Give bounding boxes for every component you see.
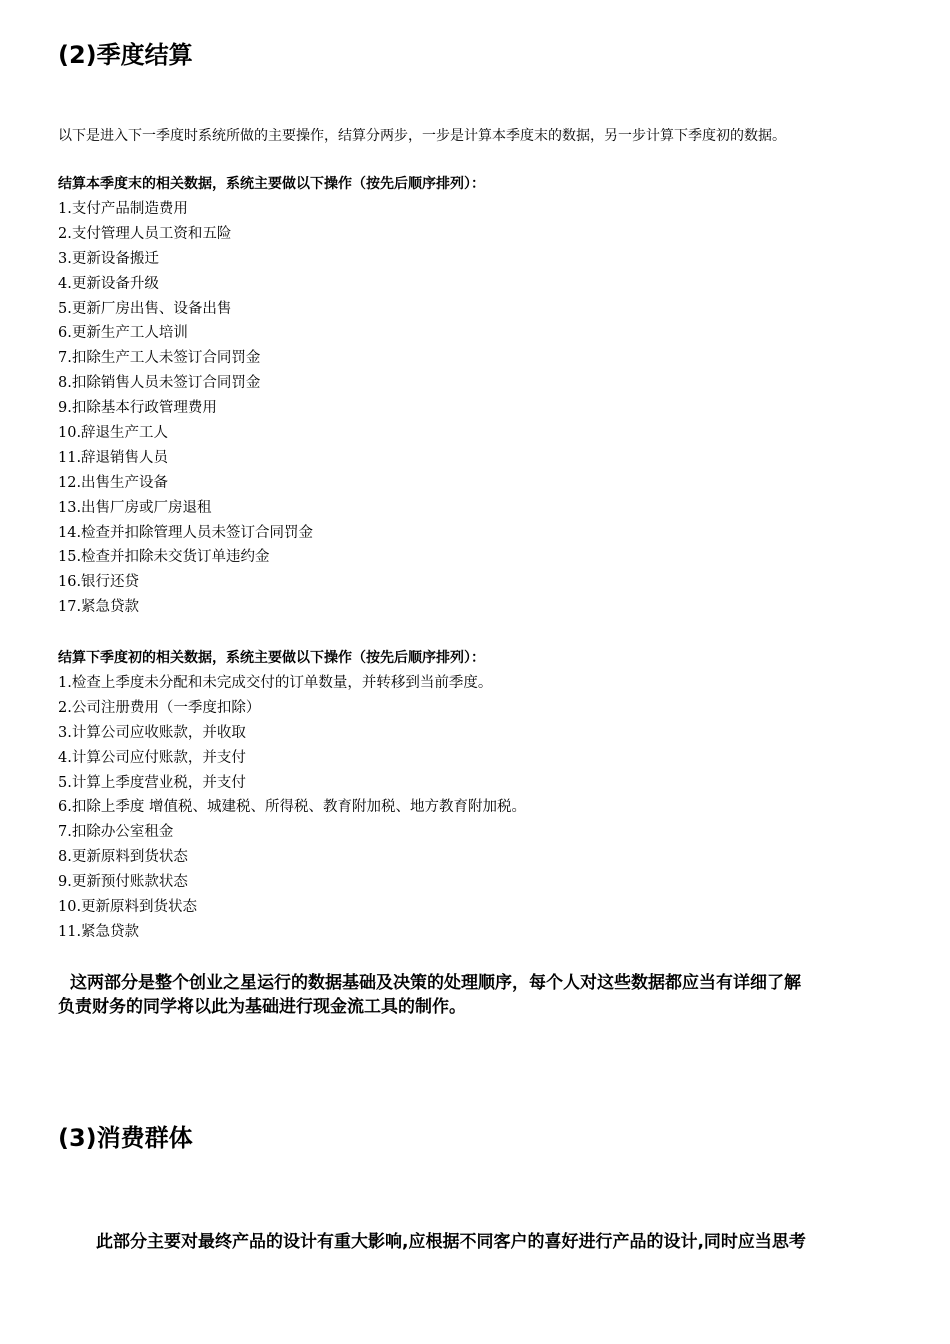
list-item: 13.出售厂房或厂房退租 [58, 499, 212, 516]
list-item: 14.检查并扣除管理人员未签订合同罚金 [58, 524, 314, 541]
list-item: 5.更新厂房出售、设备出售 [58, 300, 232, 317]
list-item: 11.紧急贷款 [58, 923, 140, 940]
list-item: 7.扣除生产工人未签订合同罚金 [58, 350, 261, 367]
list-item: 7.扣除办公室租金 [58, 824, 174, 841]
list-item: 11.辞退销售人员 [58, 449, 169, 466]
end-of-quarter-list [58, 197, 313, 620]
consumer-groups-paragraph: 此部分主要对最终产品的设计有重大影响,应根据不同客户的喜好进行产品的设计,同时应当思考 [96, 1232, 806, 1252]
intro-paragraph: 以下是进入下一季度时系统所做的主要操作，结算分两步，一步是计算本季度末的数据，另一步计算下季度初的数据。 [58, 128, 786, 144]
section-heading-consumer-groups: (3)消费群体 [58, 1124, 193, 1152]
start-of-quarter-title: 结算下季度初的相关数据，系统主要做以下操作（按先后顺序排列）： [58, 650, 485, 666]
list-item: 12.出售生产设备 [58, 474, 169, 491]
list-item: 16.银行还贷 [58, 574, 140, 591]
list-item: 9.更新预付账款状态 [58, 874, 188, 891]
end-of-quarter-title: 结算本季度末的相关数据，系统主要做以下操作（按先后顺序排列）： [58, 176, 485, 192]
list-item: 1.支付产品制造费用 [58, 201, 188, 217]
list-item: 3.更新设备搬迁 [58, 250, 159, 267]
list-item: 8.扣除销售人员未签订合同罚金 [58, 375, 261, 392]
list-item: 17.紧急贷款 [58, 599, 140, 616]
list-item: 6.更新生产工人培训 [58, 325, 188, 342]
summary-paragraph [58, 971, 908, 1019]
list-item: 10.辞退生产工人 [58, 425, 169, 442]
list-item: 4.计算公司应付账款，并支付 [58, 749, 246, 766]
list-item: 1.检查上季度未分配和未完成交付的订单数量，并转移到当前季度。 [58, 675, 493, 691]
start-of-quarter-list [58, 671, 526, 945]
list-item: 8.更新原料到货状态 [58, 849, 188, 866]
list-item: 9.扣除基本行政管理费用 [58, 400, 217, 417]
list-item: 4.更新设备升级 [58, 275, 159, 292]
summary-line-1: 这两部分是整个创业之星运行的数据基础及决策的处理顺序，每个人对这些数据都应当有详细了解 [70, 973, 801, 993]
list-item: 5.计算上季度营业税，并支付 [58, 774, 246, 791]
summary-line-2: 负责财务的同学将以此为基础进行现金流工具的制作。 [58, 997, 466, 1017]
list-item: 6.扣除上季度 增值税、城建税、所得税、教育附加税、地方教育附加税。 [58, 799, 526, 816]
list-item: 15.检查并扣除未交货订单违约金 [58, 549, 270, 566]
section-heading-quarterly-settlement: (2)季度结算 [58, 41, 193, 69]
list-item: 3.计算公司应收账款，并收取 [58, 724, 246, 741]
list-item: 10.更新原料到货状态 [58, 899, 198, 916]
list-item: 2.公司注册费用（一季度扣除） [58, 699, 261, 716]
list-item: 2.支付管理人员工资和五险 [58, 225, 232, 242]
